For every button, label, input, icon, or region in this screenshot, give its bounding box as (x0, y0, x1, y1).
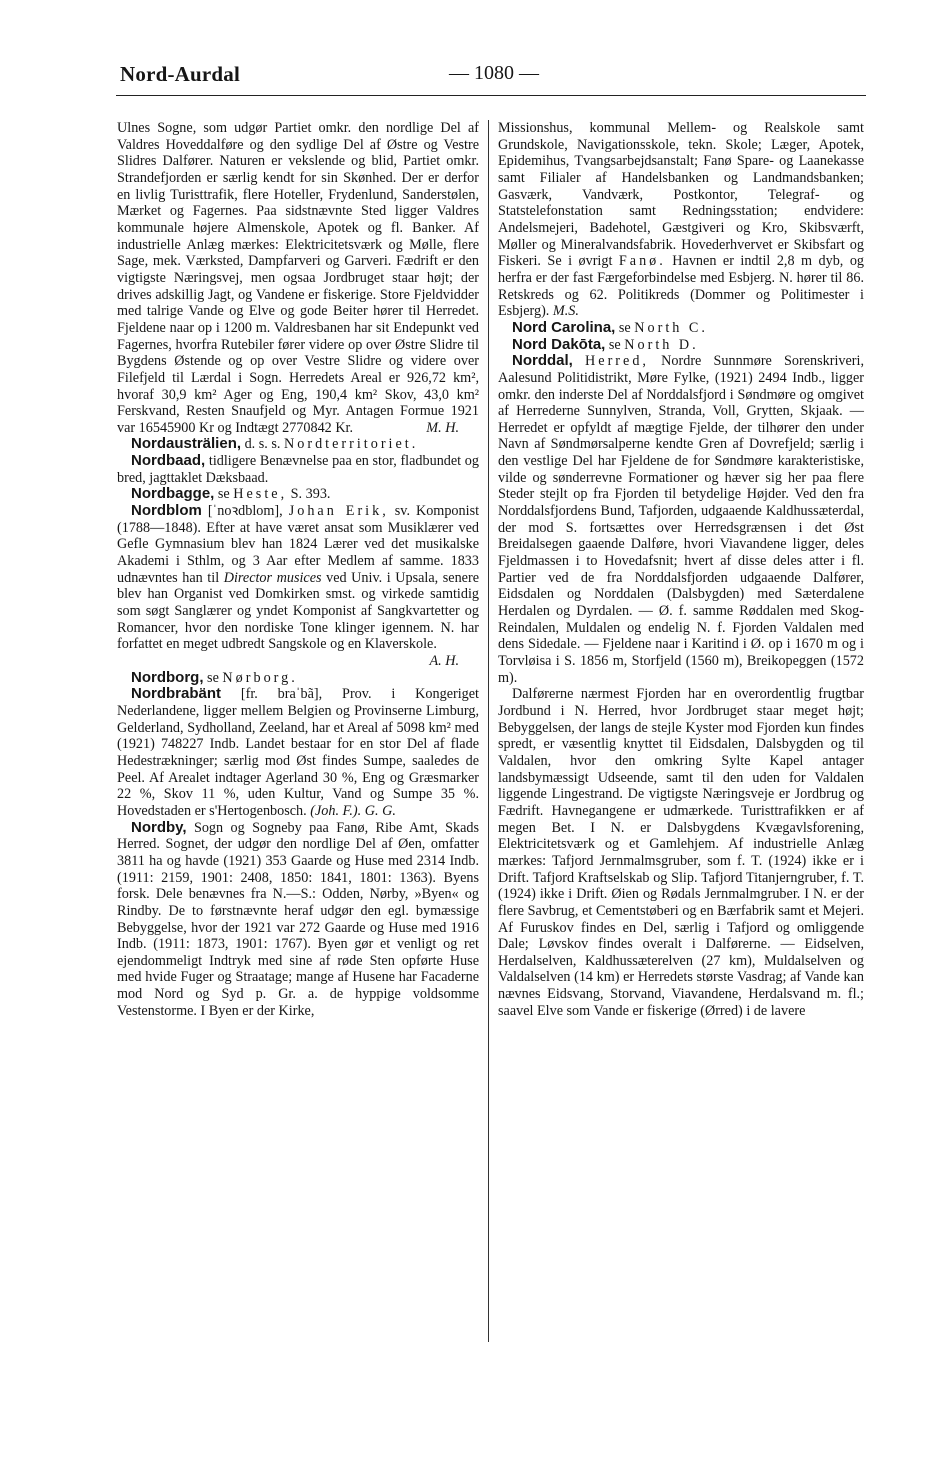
entry-nordbagge: Nordbagge, se Heste, S. 393. (131, 485, 331, 503)
entry-nordby-continued: Missionshus, kommunal Mellem- og Realskole samt Grundskole, Navigationsskole, tekn. Skole; Læger, Apotek, Epidemihus, Tvangsarbejdsanstalt; Fanø Spare- og Laanekasse samt Filialer af Handelsbanken og Landmandsbanken; Gasværk, Vandværk, Postkontor, Telegraf- og Statstelefonstation samt Redningsstation; endvidere: Andelsmejeri, Badehotel, Gæstgiveri og Kro, Skibsværft, Møller og Mineralvandsfabrik. Hovederhvervet er Skibsfart og Fiskeri. Se i øvrigt Fanø. Havnen er indtil 2,8 m dyb, og herfra er der fast Færgeforbindelse med Esbjerg. N. hører til 86. Retskreds og 62. Politikreds (Dommer og Politimester i Esbjerg). M.S. (498, 120, 865, 320)
headword: Nordbagge, (131, 485, 215, 503)
cross-reference: Heste, (233, 486, 288, 503)
headword: Nordausträlien, (131, 435, 242, 453)
running-head: Nord-Aurdal (120, 62, 241, 86)
cross-reference: North D. (624, 336, 699, 353)
author-signature: M.S. (552, 303, 579, 320)
headword: Norddal, (512, 352, 573, 370)
entry-nordblom: Nordblom [ˈnoꝛdblom], Johan Erik, sv. Komponist (1788—1848). Efter at have været ansat som Musiklærer ved Gefle Gymnasium blev han 1824 Lærer ved det musikalske Akademi i Sthlm, og 3 Aar efter Medlem af samme. 1833 udnævntes han til Director musices ved Univ. i Upsala, senere blev han Organist ved Domkirken smst. og virkede samtidig som søgt Sanglærer og yndet Komponist af Sangkvartetter og Romancer, hvor den nordiske Tone klinger igennem. N. har forfattet en meget udbredt Sangskole og en Klaverskole. A. H. (117, 502, 480, 669)
headword: Nordborg, (131, 668, 204, 686)
right-column (498, 120, 864, 1019)
page-header (116, 60, 868, 90)
entry-nord-dakota: Nord Dakōta, se North D. (512, 335, 699, 353)
cross-reference: North C. (634, 319, 708, 336)
author-signature: M. H. (426, 419, 459, 436)
page-number: — 1080 — (449, 62, 539, 84)
headword: Nord Carolina, (512, 318, 616, 336)
author-signature: A. H. (429, 653, 459, 669)
person-name: Johan Erik, (288, 503, 389, 520)
headword: Nordblom (131, 502, 202, 520)
italic-title: Director musices (223, 569, 322, 586)
cross-reference: Fanø. (618, 253, 666, 270)
entry-nordby: Nordby, Sogn og Sogneby paa Fanø, Ribe Amt, Skads Herred. Sognet, der udgør den nordlige Del af Øen, omfatter 3811 ha og havde (1921) 353 Gaarde og Huse med 2314 Indb. (1911: 2159, 1901: 2408, 1850: 1841, 1801: 1363). Byens forsk. Dele benævnes fra N.—S.: Odden, Nørby, »Byen« og Rindby. De to førstnævnte heraf udgør den egl. bymæssige Bebyggelse, hvor der 1921 var 272 Gaarde og Huse med 1916 Indb. (1911: 1873, 1901: 1767). Byen gør et venligt og ret ejendommeligt Indtryk med sine af røde Sten opførte Huse med hvide Fuger og Straatage; mange af Husene har Facaderne mod Nord og Syd p. Gr. a. de hyppige voldsomme Vestenstorme. I Byen er der Kirke, (117, 818, 479, 1019)
entry-nordaustralien: Nordausträlien, d. s. s. Nordterritoriet. (131, 435, 419, 453)
headword: Nord Dakōta, (512, 335, 606, 353)
left-column (117, 120, 479, 1019)
headword: Nordbaad, (131, 452, 206, 470)
headword: Nordby, (131, 818, 187, 836)
entry-nordborg: Nordborg, se Nørborg. (131, 668, 298, 686)
cross-reference: Nordterritoriet. (284, 436, 419, 453)
cross-reference: Nørborg. (222, 669, 298, 686)
entry-nord-carolina: Nord Carolina, se North C. (512, 318, 708, 336)
column-divider (488, 120, 489, 1342)
entry-nord-aurdal-continued: Ulnes Sogne, som udgør Partiet omkr. den nordlige Del af Valdres Hoveddalføre og den sydlige Del af Østre og Vestre Slidres Dalfører. Naturen er vekslende og blid, Partiet omkr. Strandefjorden er særlig kendt for sin Skønhed. Der er derfor en livlig Turisttrafik, flere Hoteller, Frydenlund, Sanderstølen, Mærket og Fagernes. Paa sidstnævnte Sted ligger Valdres kommunale højere Almenskole, Apotek og fl. Banker. Af industrielle Anlæg mærkes: Elektricitetsværk og Mølle, flere Sage, mek. Værksted, Dampfarveri og Garveri. Fædrift er den vigtigste Næringsvej, men ogsaa Jordbruget staar højt; der drives adskillig Jagt, og Vandene er fiskerige. Store Fjeldvidder med talrige Vande og Elve og gode Beiter hører til Herredet. Fjeldene naar op i 1200 m. Valdresbanen har sit Endepunkt ved Fagernes, hvorfra Rutebiler fører videre op over Østre Slidre til Bygdens Østende og op over Vestre Slidre og videre over Filefjeld til Lærdal i Sogn. Herredets Areal er 926,72 km², hvoraf 30,9 km² Ager og Eng, 190,4 km² Skov, 43,0 km² Ferskvand, Resten Snaufjeld og Myr. Antagen Formue 1921 var 16545900 Kr og Indtægt 2770842 Kr. M. H. (117, 120, 479, 436)
entry-norddal: Norddal, Herred, Nordre Sunnmøre Sorenskriveri, Aalesund Politidistrikt, Møre Fylke, (1921) 2494 Indb., ligger omkr. den inderste Del af Norddalsfjord i Søndmøre og omgivet af Herrederne Sunnylven, Stranda, Voll, Grytten, Skjaak. — Herredet er opfyldt af mægtige Fjelde, der tilhører den under Navn af Søndmørsalperne kendte Gren af Dovrefjeld; særlig i den vestlige Del har Fjeldene de for Søndmøre karakteristiske, vilde og sønderrevne Formationer og hæver sig her paa flere Steder stejlt op fra Fjorden til betydelige Højder. Ved den fra Norddalsfjordens Bund, Tafjorden, udgaaende Kaldhussæterdal, der mod S. fortsættes over Herredsgrænsen i det Øst Breidalsegen gaaende Dalføre, hvori Viavandene ligger, deles Fjeldmassen i to Hovedafsnit; hvert af disse deles atter i fl. Partier ved de fra Norddalsfjorden udgaaende Dalfører, Eidsdalen og Norddalen (Dalsbygden) med Sæterdalene Herdalen og Dyrdalen. — Ø. f. samme Røddalen med Skog-Reindalen, Muldalen og endelig N. f. Fjorden Valdalen med dens Sidedale. — Fjeldene naar i Karitind i Ø. op i 1670 m og i Torvløisa i S. 1856 m, Storfjeld (1560 m), Breikopeggen (1572 m). (498, 352, 865, 686)
entry-nordbaad: Nordbaad, tidligere Benævnelse paa en stor, fladbundet og bred, jagttaklet Dæksbaad. (117, 452, 479, 486)
headword: Nordbrabänt (131, 685, 221, 703)
author-signature: (Joh. F.). G. G. (310, 802, 396, 819)
header-rule (116, 95, 866, 96)
entry-norddal-continued: Dalførerne nærmest Fjorden har en overordentlig frugtbar Jordbund i N. Herred, hvor Jordbruget staar meget højt; Bebyggelsen, der langs de stejle Kyster mod Fjorden kun findes spredt, er væsentlig knyttet til Eidsdalen, Dalsbygden og til Valdalen, hvor den omkring Sylte Kapel antager landsbymæssigt Udseende, samt til den uden for Valdalen liggende Lingestrand. De vigtigste Næringsveje er Jordbrug og Fædrift. Havnegangene er udmærkede. Turisttrafikken er af megen Bet. I N. er Dalsbygdens Kvægavlsforening, Elektricitetsværk og et Gamlehjem. Af industrielle Anlæg mærkes: Tafjord Jernmalmsgruber, som f. T. (1924) ikke er i Drift. Tafjord Kraftselskab og Slip. Tafjord Titanjerngruber, f. T. (1924) ikke i Drift. Øien og Rødals Jernmalmgruber. I N. er der flere Savbrug, et Cementstøberi og en Bærfabrik samt et Mejeri. Af Furuskov findes en Del, særlig i Tafjord og omliggende Dale; Løvskov findes overalt i Dalførerne. — Eidselven, Herdalselven, Kaldhussæterelven (27 km), Muldalselven og Valdalselven (14 km) er Herredets største Vasdrag; af Vande kan nævnes Eidsvang, Storvand, Viavandene, Herdalsvand m. fl.; saavel Elve som Vande er fiskerige (Ørred) i de lavere (498, 686, 864, 1019)
entry-nordbrabant: Nordbrabänt [fr. braˈbã], Prov. i Kongeriget Nederlandene, ligger mellem Belgien og Provinserne Limburg, Gelderland, Sydholland, Zeeland, har et Areal af 5098 km² med (1921) 748227 Indb. Landet bestaar for en stor Del af flade Hedestrækninger; særlig mod Øst findes Sumpe, saaledes de Peel. Af Arealet indtager Agerland 30 %, Eng og Græsmarker 22 %, Skov 11 %, uden Kultur, Vand og Sumpe 35 %. Hovedstaden er s'Hertogenbosch. (Joh. F.). G. G. (117, 685, 479, 819)
